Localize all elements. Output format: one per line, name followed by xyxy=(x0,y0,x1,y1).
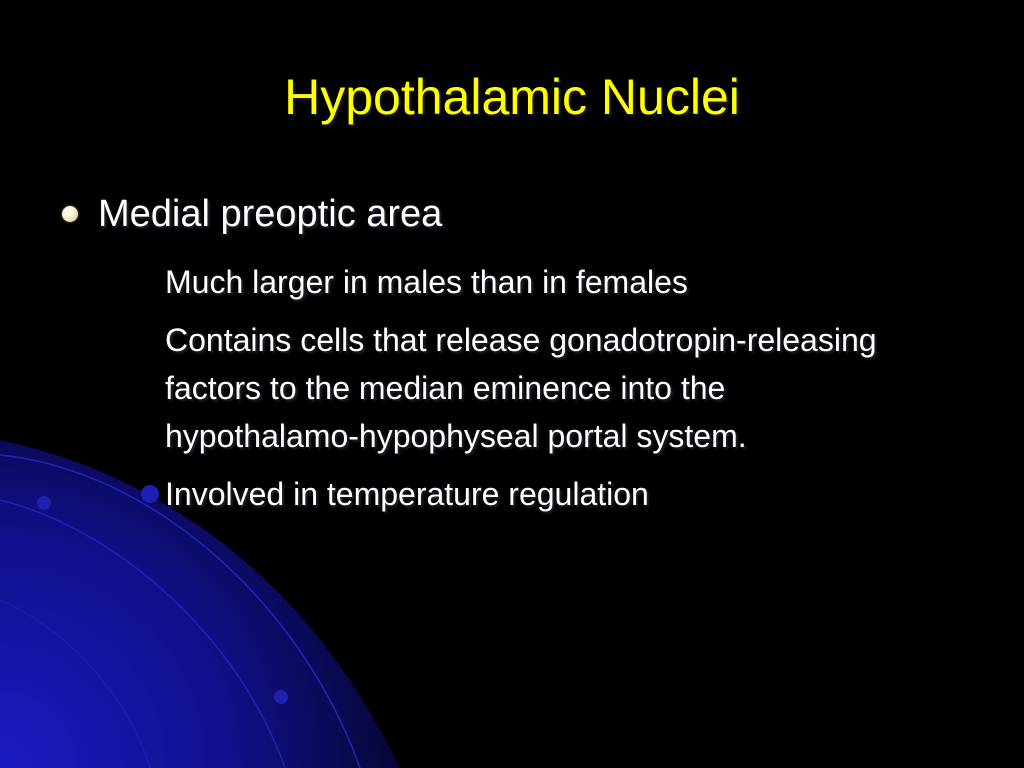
slide-title: Hypothalamic Nuclei xyxy=(284,69,740,125)
sub-item-temperature: Involved in temperature regulation xyxy=(165,476,649,512)
sub-item-gonadotropin: Contains cells that release gonadotropin-releasing factors to the median eminence into the hypothalamo-hypophyseal portal system. xyxy=(165,322,877,454)
bullet-text: Medial preoptic area xyxy=(98,193,443,235)
decor-dot-1 xyxy=(37,496,51,510)
bullet-item xyxy=(62,190,442,238)
bullet-dot-icon xyxy=(62,206,78,222)
decor-dot-3 xyxy=(274,690,288,704)
sub-item-list xyxy=(165,258,925,528)
decor-dot-2 xyxy=(141,485,159,503)
sub-item-size: Much larger in males than in females xyxy=(165,264,688,300)
